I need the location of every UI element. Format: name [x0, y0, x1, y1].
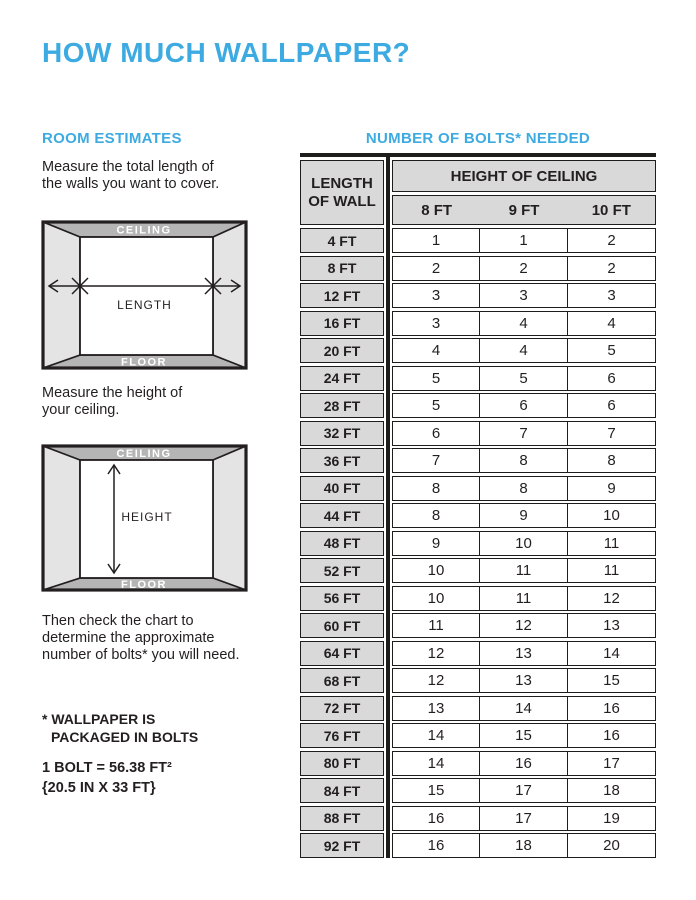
wall-length-cell: 48 FT — [300, 531, 384, 556]
bolt-count-cell: 11 — [480, 586, 568, 611]
table-row — [300, 228, 656, 253]
text-line: PACKAGED IN BOLTS — [51, 729, 199, 745]
bolt-count-cell: 9 — [480, 503, 568, 528]
bolt-count-cell: 15 — [392, 778, 480, 803]
instruction-check-chart — [42, 613, 239, 664]
wall-length-cell: 52 FT — [300, 558, 384, 583]
bolt-count-cell: 5 — [392, 393, 480, 418]
table-row — [300, 696, 656, 721]
bolt-count-cell: 13 — [480, 641, 568, 666]
room-length-diagram — [41, 220, 248, 370]
bolt-count-cell: 12 — [480, 613, 568, 638]
text-line: the walls you want to cover. — [42, 176, 220, 192]
bolt-count-cell: 12 — [392, 668, 480, 693]
bolt-count-cell: 18 — [480, 833, 568, 858]
bolt-count-cell: 8 — [480, 476, 568, 501]
ceiling-header-group — [392, 160, 656, 225]
bolt-count-cell: 1 — [392, 228, 480, 253]
ceiling-label: CEILING — [116, 224, 172, 237]
bolt-count-cell: 3 — [480, 283, 568, 308]
bolt-count-cell: 13 — [480, 668, 568, 693]
ceiling-height-subheaders — [392, 195, 656, 225]
bolt-count-cell: 16 — [480, 751, 568, 776]
table-row — [300, 613, 656, 638]
bolt-count-cell: 2 — [480, 256, 568, 281]
wall-length-cell: 84 FT — [300, 778, 384, 803]
text-line: OF WALL — [308, 192, 376, 210]
bolt-count-cell: 4 — [392, 338, 480, 363]
room-height-diagram — [41, 444, 248, 592]
bolt-count-cell: 8 — [568, 448, 656, 473]
bolt-size-note — [42, 758, 172, 798]
table-row — [300, 668, 656, 693]
table-row — [300, 366, 656, 391]
table-row — [300, 448, 656, 473]
bolt-count-cell: 5 — [392, 366, 480, 391]
table-row — [300, 558, 656, 583]
table-header — [300, 160, 656, 225]
table-row — [300, 723, 656, 748]
wall-length-cell: 4 FT — [300, 228, 384, 253]
bolt-count-cell: 5 — [480, 366, 568, 391]
column-header-8ft: 8 FT — [421, 201, 453, 219]
room-estimates-heading: ROOM ESTIMATES — [42, 130, 182, 147]
bolt-count-cell: 12 — [392, 641, 480, 666]
wall-length-cell: 24 FT — [300, 366, 384, 391]
table-row — [300, 641, 656, 666]
bolt-count-cell: 9 — [568, 476, 656, 501]
instruction-measure-height — [42, 385, 182, 419]
bolt-count-cell: 5 — [568, 338, 656, 363]
wall-length-cell: 32 FT — [300, 421, 384, 446]
right-wall-panel — [213, 446, 246, 590]
wall-length-cell: 76 FT — [300, 723, 384, 748]
length-label: LENGTH — [117, 298, 172, 312]
bolt-count-cell: 10 — [392, 586, 480, 611]
table-row — [300, 256, 656, 281]
table-row — [300, 476, 656, 501]
table-column-divider — [386, 157, 390, 858]
bolt-count-cell: 13 — [568, 613, 656, 638]
height-label: HEIGHT — [121, 510, 173, 524]
floor-label: FLOOR — [121, 356, 167, 369]
wall-length-cell: 72 FT — [300, 696, 384, 721]
table-row — [300, 806, 656, 831]
left-wall-panel — [43, 446, 80, 590]
table-row — [300, 338, 656, 363]
wall-length-cell: 12 FT — [300, 283, 384, 308]
bolt-count-cell: 2 — [568, 228, 656, 253]
left-wall-panel — [43, 222, 80, 368]
bolt-count-cell: 16 — [568, 696, 656, 721]
bolt-count-cell: 16 — [392, 833, 480, 858]
bolt-count-cell: 7 — [568, 421, 656, 446]
wall-length-cell: 8 FT — [300, 256, 384, 281]
ceiling-label: CEILING — [116, 448, 172, 460]
bolt-count-cell: 10 — [392, 558, 480, 583]
bolt-count-cell: 4 — [480, 311, 568, 336]
bolt-count-cell: 14 — [392, 723, 480, 748]
floor-label: FLOOR — [121, 579, 167, 591]
column-header-9ft: 9 FT — [508, 201, 540, 219]
wall-length-cell: 36 FT — [300, 448, 384, 473]
bolts-table-body — [300, 228, 656, 858]
bolt-count-cell: 8 — [392, 503, 480, 528]
wall-length-cell: 20 FT — [300, 338, 384, 363]
wall-length-cell: 64 FT — [300, 641, 384, 666]
text-line: 1 BOLT = 56.38 FT² — [42, 760, 172, 776]
back-wall-panel — [80, 237, 213, 355]
bolt-count-cell: 19 — [568, 806, 656, 831]
page-title: HOW MUCH WALLPAPER? — [42, 37, 411, 68]
bolt-count-cell: 14 — [480, 696, 568, 721]
wall-length-cell: 28 FT — [300, 393, 384, 418]
bolt-count-cell: 7 — [392, 448, 480, 473]
bolt-count-cell: 16 — [568, 723, 656, 748]
bolt-count-cell: 17 — [480, 806, 568, 831]
bolt-count-cell: 11 — [392, 613, 480, 638]
right-wall-panel — [213, 222, 246, 368]
wall-length-cell: 44 FT — [300, 503, 384, 528]
column-header-10ft: 10 FT — [591, 201, 631, 219]
text-line: your ceiling. — [42, 402, 120, 418]
wall-length-cell: 80 FT — [300, 751, 384, 776]
wall-length-cell: 56 FT — [300, 586, 384, 611]
bolt-count-cell: 3 — [568, 283, 656, 308]
bolt-count-cell: 17 — [568, 751, 656, 776]
bolt-count-cell: 3 — [392, 283, 480, 308]
bolt-count-cell: 9 — [392, 531, 480, 556]
text-line: Then check the chart to — [42, 613, 194, 629]
bolt-count-cell: 7 — [480, 421, 568, 446]
text-line: Measure the height of — [42, 385, 183, 401]
bolt-count-cell: 4 — [480, 338, 568, 363]
bolt-count-cell: 6 — [480, 393, 568, 418]
bolt-count-cell: 1 — [480, 228, 568, 253]
table-row — [300, 751, 656, 776]
wall-length-cell: 40 FT — [300, 476, 384, 501]
bolt-count-cell: 15 — [568, 668, 656, 693]
text-line: LENGTH — [311, 174, 373, 192]
text-line: Measure the total length of — [42, 159, 214, 175]
text-line: {20.5 IN X 33 FT} — [42, 780, 156, 796]
bolt-count-cell: 3 — [392, 311, 480, 336]
wall-length-cell: 60 FT — [300, 613, 384, 638]
footnote-wallpaper-bolts — [42, 710, 198, 746]
bolt-count-cell: 15 — [480, 723, 568, 748]
table-row — [300, 778, 656, 803]
bolt-count-cell: 14 — [392, 751, 480, 776]
bolt-count-cell: 11 — [480, 558, 568, 583]
bolt-count-cell: 20 — [568, 833, 656, 858]
table-row — [300, 421, 656, 446]
bolt-count-cell: 6 — [568, 366, 656, 391]
height-of-ceiling-header: HEIGHT OF CEILING — [392, 160, 656, 192]
wall-length-cell: 68 FT — [300, 668, 384, 693]
bolt-count-cell: 10 — [568, 503, 656, 528]
bolt-count-cell: 6 — [568, 393, 656, 418]
bolt-count-cell: 18 — [568, 778, 656, 803]
bolt-count-cell: 6 — [392, 421, 480, 446]
bolt-count-cell: 16 — [392, 806, 480, 831]
bolt-count-cell: 2 — [568, 256, 656, 281]
bolt-count-cell: 17 — [480, 778, 568, 803]
bolt-count-cell: 14 — [568, 641, 656, 666]
bolt-count-cell: 4 — [568, 311, 656, 336]
table-top-rule — [300, 153, 656, 157]
text-line: * WALLPAPER IS — [42, 711, 156, 727]
table-row — [300, 393, 656, 418]
bolts-needed-heading: NUMBER OF BOLTS* NEEDED — [365, 130, 591, 147]
table-row — [300, 283, 656, 308]
bolt-count-cell: 12 — [568, 586, 656, 611]
bolt-count-cell: 2 — [392, 256, 480, 281]
bolt-count-cell: 13 — [392, 696, 480, 721]
text-line: number of bolts* you will need. — [42, 647, 240, 663]
text-line: determine the approximate — [42, 630, 215, 646]
table-row — [300, 311, 656, 336]
length-of-wall-header — [300, 160, 384, 225]
bolt-count-cell: 8 — [480, 448, 568, 473]
bolt-count-cell: 8 — [392, 476, 480, 501]
wall-length-cell: 16 FT — [300, 311, 384, 336]
bolt-count-cell: 11 — [568, 531, 656, 556]
wall-length-cell: 88 FT — [300, 806, 384, 831]
bolt-count-cell: 11 — [568, 558, 656, 583]
table-row — [300, 503, 656, 528]
table-row — [300, 833, 656, 858]
table-row — [300, 586, 656, 611]
wall-length-cell: 92 FT — [300, 833, 384, 858]
bolt-count-cell: 10 — [480, 531, 568, 556]
bolts-table — [300, 153, 656, 858]
table-row — [300, 531, 656, 556]
instruction-measure-length — [42, 159, 219, 193]
